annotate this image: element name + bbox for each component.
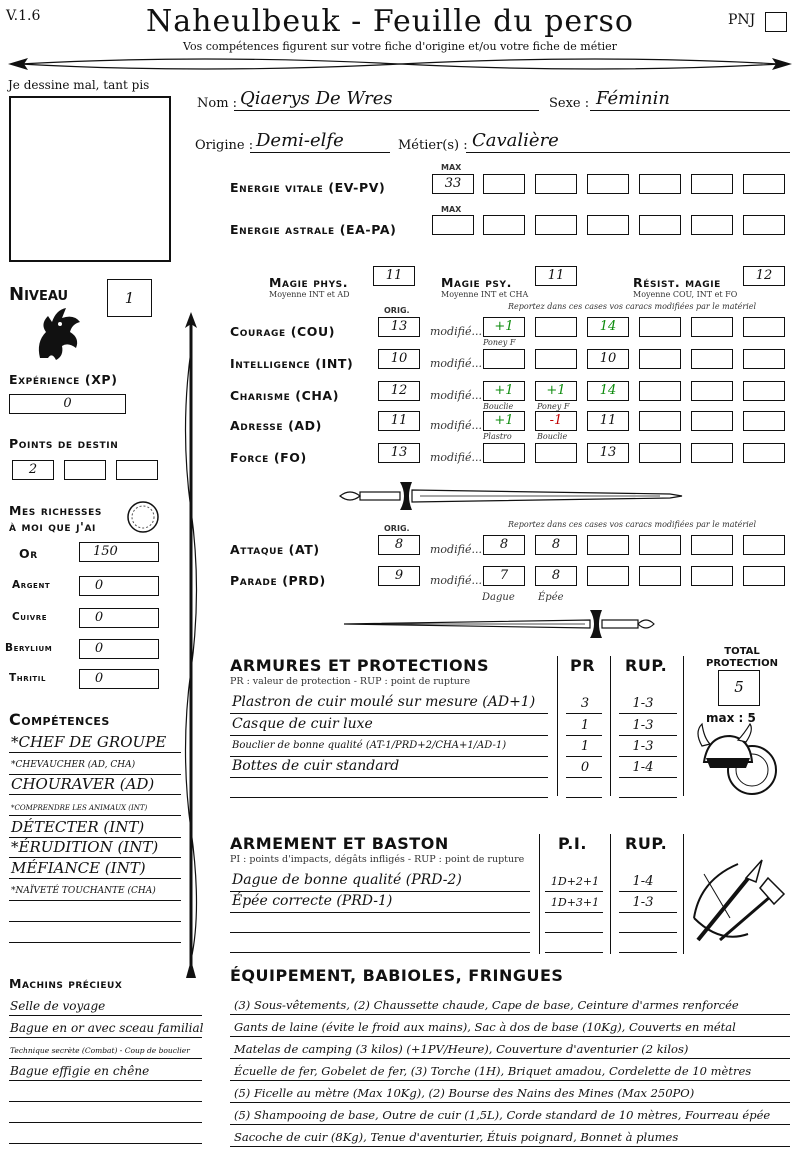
portrait-caption: Je dessine mal, tant pis: [8, 78, 150, 92]
equipement-rule-3: [230, 1058, 790, 1059]
arme-row-1-line-rup: [619, 891, 677, 892]
carac-modif-cou: modifié...: [430, 325, 482, 338]
armure-row-5-line-pr: [566, 797, 602, 798]
equipement-line-7[interactable]: Sacoche de cuir (8Kg), Tenue d'aventurier, Étuis poignard, Bonnet à plumes: [234, 1130, 679, 1144]
ev-box-4[interactable]: [587, 174, 629, 194]
prd-box-5[interactable]: [639, 566, 681, 586]
carac-m1-box-fo[interactable]: [483, 443, 525, 463]
magie-psy-sub: Moyenne INT et CHA: [441, 290, 529, 299]
niveau-value: 1: [124, 289, 135, 307]
carac-m1-note-cha: Bouclie: [483, 402, 514, 411]
carac-m5-box-cha[interactable]: [691, 381, 733, 401]
metier-label: Métier(s) :: [398, 138, 468, 153]
equipement-rule-2: [230, 1036, 790, 1037]
competence-7[interactable]: MÉFIANCE (INT): [11, 859, 146, 877]
pnj-checkbox[interactable]: [765, 12, 787, 32]
coin-icon: [126, 500, 160, 534]
ea-box-5[interactable]: [639, 215, 681, 235]
armure-row-2-name[interactable]: Casque de cuir luxe: [232, 716, 373, 732]
carac-orig-ad: 11: [390, 413, 408, 428]
carac-m6-box-int[interactable]: [743, 349, 785, 369]
armement-divider-3: [683, 834, 684, 954]
nom-line: [234, 110, 539, 111]
prd-box-7[interactable]: [743, 566, 785, 586]
carac-m2-box-cou[interactable]: [535, 317, 577, 337]
resist-magie-value: 12: [755, 268, 773, 283]
carac-m5-box-fo[interactable]: [691, 443, 733, 463]
nom-label: Nom :: [197, 96, 238, 111]
carac-label-int: Intelligence (INT): [230, 356, 354, 371]
richesses-label-1: Mes richesses: [9, 503, 102, 518]
machin-line-2: [9, 1037, 202, 1038]
armure-row-2-line: [230, 735, 548, 736]
caracs-report-note: Reportez dans ces cases vos caracs modifiées par le matériel: [508, 302, 757, 311]
carac-m2-cha: +1: [546, 383, 566, 398]
sexe-label: Sexe :: [549, 96, 590, 111]
carac-m4-box-int[interactable]: [639, 349, 681, 369]
magie-phys-label: Magie phys.: [269, 275, 349, 290]
armement-col-rup: RUP.: [625, 834, 668, 853]
sword-ornament-bottom: [340, 606, 660, 642]
competence-line-6: [9, 857, 181, 858]
destin-value-1: 2: [28, 462, 38, 477]
armure-row-2-rup: 1-3: [632, 718, 654, 733]
destin-box-2[interactable]: [64, 460, 106, 480]
carac-m3-cha: 14: [599, 383, 617, 398]
armure-row-2-line-rup: [619, 735, 677, 736]
armement-divider-1: [539, 834, 540, 954]
carac-m3-ad: 11: [599, 413, 617, 428]
ea-box-6[interactable]: [691, 215, 733, 235]
armure-row-3-line: [230, 756, 548, 757]
competence-line-8: [9, 900, 181, 901]
magie-psy-label: Magie psy.: [441, 275, 512, 290]
money-value-argent: 0: [94, 578, 104, 593]
carac-m6-box-cou[interactable]: [743, 317, 785, 337]
prd-orig: 9: [394, 568, 404, 583]
armure-row-5-line-rup: [619, 797, 677, 798]
prd-modif: modifié...: [430, 574, 482, 587]
armure-row-1-rup: 1-3: [632, 696, 654, 711]
equipement-rule-1: [230, 1014, 790, 1015]
carac-label-cou: Courage (COU): [230, 324, 336, 339]
prd-label: Parade (PRD): [230, 573, 326, 588]
equipement-rule-7: [230, 1146, 790, 1147]
at-box-6[interactable]: [691, 535, 733, 555]
equipement-line-1[interactable]: (3) Sous-vêtements, (2) Chaussette chaude, Cape de base, Ceinture d'armes renforcée: [234, 998, 739, 1012]
combat-orig-label: ORIG.: [384, 524, 410, 533]
destin-label: Points de destin: [9, 436, 119, 451]
carac-m2-note-cha: Poney F: [537, 402, 570, 411]
competences-title: Compétences: [9, 710, 110, 729]
page-title: Naheulbeuk - Feuille du perso: [146, 4, 634, 39]
portrait-frame[interactable]: [9, 96, 171, 262]
carac-m1-box-int[interactable]: [483, 349, 525, 369]
prd-box-6[interactable]: [691, 566, 733, 586]
sexe-field[interactable]: Féminin: [596, 88, 670, 109]
at-box-4[interactable]: [587, 535, 629, 555]
dague-column-label: Dague: [482, 592, 515, 603]
armure-row-3-line-pr: [566, 756, 602, 757]
arme-row-1-pi: 1D+2+1: [550, 875, 600, 888]
machins-title: Machins précieux: [9, 976, 123, 991]
destin-box-3[interactable]: [116, 460, 158, 480]
carac-orig-fo: 13: [390, 445, 408, 460]
pnj-label: PNJ: [728, 12, 756, 28]
carac-m2-box-int[interactable]: [535, 349, 577, 369]
resist-magie-sub: Moyenne COU, INT et FO: [633, 290, 738, 299]
money-value-thritil: 0: [94, 671, 104, 686]
ev-box-5[interactable]: [639, 174, 681, 194]
machin-line-7: [9, 1143, 202, 1144]
armure-row-1-line-rup: [619, 713, 677, 714]
magie-psy-value: 11: [547, 268, 565, 283]
page-subtitle: Vos compétences figurent sur votre fiche d'origine et/ou votre fiche de métier: [183, 40, 617, 53]
equipement-line-3[interactable]: Matelas de camping (3 kilos) (+1PV/Heure), Couverture d'aventurier (2 kilos): [234, 1042, 689, 1056]
arme-row-2-name[interactable]: Épée correcte (PRD-1): [232, 893, 393, 909]
ev-box-2[interactable]: [483, 174, 525, 194]
ea-max-box[interactable]: [432, 215, 474, 235]
armure-row-1-line-pr: [566, 713, 602, 714]
at-modif: modifié...: [430, 543, 482, 556]
arme-row-4-line-pi: [545, 952, 603, 953]
nom-field[interactable]: Qiaerys De Wres: [240, 88, 393, 109]
armure-row-1-name[interactable]: Plastron de cuir moulé sur mesure (AD+1): [232, 694, 536, 710]
arme-row-2-line-rup: [619, 912, 677, 913]
competence-line-1: [9, 752, 181, 753]
helmet-shield-icon: [694, 722, 780, 812]
carac-m4-box-cou[interactable]: [639, 317, 681, 337]
ev-max-label: MAX: [441, 163, 462, 172]
armement-title: ARMEMENT ET BASTON: [230, 834, 449, 853]
carac-m1-ad: +1: [494, 413, 514, 428]
carac-m6-box-fo[interactable]: [743, 443, 785, 463]
competence-line-9: [9, 921, 181, 922]
at-orig: 8: [394, 537, 404, 552]
armure-row-3-rup: 1-3: [632, 739, 654, 754]
armure-row-3-line-rup: [619, 756, 677, 757]
money-value-or: 150: [93, 544, 118, 559]
competence-8[interactable]: *NAÏVETÉ TOUCHANTE (CHA): [11, 886, 156, 896]
carac-modif-fo: modifié...: [430, 451, 482, 464]
ev-box-7[interactable]: [743, 174, 785, 194]
armement-sub: PI : points d'impacts, dégâts infligés - RUP : point de rupture: [230, 854, 525, 865]
resist-magie-label: Résist. magie: [633, 275, 721, 290]
armures-divider-3: [683, 656, 684, 796]
armure-row-5-line: [230, 797, 548, 798]
carac-modif-ad: modifié...: [430, 419, 482, 432]
armures-title: ARMURES ET PROTECTIONS: [230, 656, 489, 675]
money-label-thritil: Thritil: [9, 672, 47, 684]
arme-row-2-rup: 1-3: [632, 895, 654, 910]
ea-max-label: MAX: [441, 205, 462, 214]
armures-col-pr: PR: [570, 656, 596, 675]
arme-row-2-line: [230, 912, 530, 913]
at-box-5[interactable]: [639, 535, 681, 555]
armure-row-2-pr: 1: [580, 718, 590, 733]
carac-m2-box-fo[interactable]: [535, 443, 577, 463]
competence-3[interactable]: CHOURAVER (AD): [11, 775, 155, 793]
carac-m1-cha: +1: [494, 383, 514, 398]
carac-label-cha: Charisme (CHA): [230, 388, 340, 403]
sexe-line: [590, 110, 790, 111]
machin-line-6: [9, 1122, 202, 1123]
money-label-or: Or: [19, 546, 38, 561]
armure-row-3-pr: 1: [580, 739, 590, 754]
arme-row-4-line: [230, 952, 530, 953]
origine-label: Origine :: [195, 138, 254, 153]
equipement-line-2[interactable]: Gants de laine (évite le froid aux mains), Sac à dos de base (10Kg), Couverts en métal: [234, 1020, 736, 1034]
machin-3[interactable]: Technique secrète (Combat) - Coup de bouclier: [10, 1046, 190, 1055]
caracs-orig-label: ORIG.: [384, 306, 410, 315]
carac-m2-note-ad: Bouclie: [537, 432, 568, 441]
carac-m6-box-cha[interactable]: [743, 381, 785, 401]
niveau-label: Niveau: [9, 284, 69, 305]
money-label-argent: Argent: [12, 579, 51, 591]
carac-orig-cou: 13: [390, 319, 408, 334]
carac-modif-int: modifié...: [430, 357, 482, 370]
equipement-line-4[interactable]: Écuelle de fer, Gobelet de fer, (3) Torche (1H), Briquet amadou, Cordelette de 10 mètres: [234, 1064, 752, 1078]
arme-row-3-line: [230, 932, 530, 933]
at-label: Attaque (AT): [230, 542, 320, 557]
carac-m1-note-ad: Plastro: [483, 432, 512, 441]
armement-divider-2: [610, 834, 611, 954]
carac-label-fo: Force (FO): [230, 450, 307, 465]
equipement-line-6[interactable]: (5) Shampooing de base, Outre de cuir (1,5L), Corde standard de 10 mètres, Fourreau épée: [234, 1108, 771, 1122]
arme-row-1-line: [230, 891, 530, 892]
prd-dague: 7: [499, 568, 509, 583]
prd-epee: 8: [551, 568, 561, 583]
carac-m4-box-ad[interactable]: [639, 411, 681, 431]
ea-label: Energie astrale (EA-PA): [230, 222, 397, 237]
weapons-icon: [690, 854, 786, 946]
equipement-rule-5: [230, 1102, 790, 1103]
staff-ornament: [176, 310, 206, 980]
carac-modif-cha: modifié...: [430, 389, 482, 402]
armure-row-1-pr: 3: [580, 696, 590, 711]
dragon-icon: [30, 302, 86, 362]
equipement-rule-6: [230, 1124, 790, 1125]
carac-m2-ad: -1: [549, 413, 563, 428]
machin-line-5: [9, 1101, 202, 1102]
magie-phys-sub: Moyenne INT et AD: [269, 290, 350, 299]
header-ornament: [0, 52, 800, 76]
carac-m3-cou: 14: [599, 319, 617, 334]
carac-m6-box-ad[interactable]: [743, 411, 785, 431]
total-protection-max: max : 5: [706, 711, 756, 725]
xp-label: Expérience (XP): [9, 372, 118, 387]
armure-row-1-line: [230, 713, 548, 714]
richesses-label-2: à moi que j'ai: [9, 519, 96, 534]
money-label-berylium: Berylium: [5, 642, 53, 654]
ev-label: Energie vitale (EV-PV): [230, 180, 386, 195]
machin-1[interactable]: Selle de voyage: [10, 999, 106, 1013]
carac-m4-box-fo[interactable]: [639, 443, 681, 463]
at-epee: 8: [551, 537, 561, 552]
arme-row-1-line-pi: [545, 891, 603, 892]
armures-col-rup: RUP.: [625, 656, 668, 675]
magie-phys-value: 11: [385, 268, 403, 283]
ev-box-6[interactable]: [691, 174, 733, 194]
arme-row-3-line-pi: [545, 932, 603, 933]
arme-row-1-rup: 1-4: [632, 874, 654, 889]
competence-1[interactable]: *CHEF DE GROUPE: [11, 733, 167, 751]
competence-5[interactable]: DÉTECTER (INT): [11, 818, 145, 836]
carac-m3-fo: 13: [599, 445, 617, 460]
carac-label-ad: Adresse (AD): [230, 418, 322, 433]
arme-row-2-pi: 1D+3+1: [550, 896, 600, 909]
carac-m5-box-int[interactable]: [691, 349, 733, 369]
armures-sub: PR : valeur de protection - RUP : point de rupture: [230, 676, 471, 687]
metier-field[interactable]: Cavalière: [472, 130, 559, 151]
armement-col-pi: P.I.: [558, 834, 587, 853]
armures-divider-1: [557, 656, 558, 796]
competence-4[interactable]: *COMPRENDRE LES ANIMAUX (INT): [11, 804, 148, 812]
ea-box-3[interactable]: [535, 215, 577, 235]
epee-column-label: Épée: [538, 592, 564, 603]
armure-row-4-line-rup: [619, 777, 677, 778]
origine-field[interactable]: Demi-elfe: [256, 130, 344, 151]
armure-row-4-name[interactable]: Bottes de cuir standard: [232, 758, 400, 774]
equipement-line-5[interactable]: (5) Ficelle au mètre (Max 10Kg), (2) Bourse des Nains des Mines (Max 250PO): [234, 1086, 695, 1100]
machin-2[interactable]: Bague en or avec sceau familial: [10, 1021, 204, 1035]
competence-line-10: [9, 942, 181, 943]
competence-line-4: [9, 815, 181, 816]
armure-row-4-rup: 1-4: [632, 760, 654, 775]
machin-line-4: [9, 1080, 202, 1081]
at-box-7[interactable]: [743, 535, 785, 555]
equipement-rule-4: [230, 1080, 790, 1081]
sword-ornament-top: [330, 478, 690, 514]
armure-row-4-line-pr: [566, 777, 602, 778]
prd-box-4[interactable]: [587, 566, 629, 586]
xp-value: 0: [63, 396, 72, 411]
carac-orig-cha: 12: [390, 383, 408, 398]
ev-box-3[interactable]: [535, 174, 577, 194]
ea-box-4[interactable]: [587, 215, 629, 235]
arme-row-1-name[interactable]: Dague de bonne qualité (PRD-2): [232, 872, 462, 888]
carac-m5-box-cou[interactable]: [691, 317, 733, 337]
carac-m1-cou: +1: [494, 319, 514, 334]
money-value-cuivre: 0: [94, 610, 104, 625]
machin-line-3: [9, 1058, 202, 1059]
origine-line: [250, 152, 390, 153]
money-value-berylium: 0: [94, 641, 104, 656]
machin-4[interactable]: Bague effigie en chêne: [10, 1064, 150, 1078]
armure-row-4-pr: 0: [580, 760, 590, 775]
armure-row-3-name[interactable]: Bouclier de bonne qualité (AT-1/PRD+2/CHA+1/AD-1): [232, 740, 507, 751]
equipement-title: ÉQUIPEMENT, BABIOLES, FRINGUES: [230, 966, 564, 985]
carac-m5-box-ad[interactable]: [691, 411, 733, 431]
arme-row-4-line-rup: [619, 952, 677, 953]
ev-max-value: 33: [444, 176, 462, 191]
arme-row-3-line-rup: [619, 932, 677, 933]
competence-line-7: [9, 878, 181, 879]
carac-orig-int: 10: [390, 351, 408, 366]
ea-box-2[interactable]: [483, 215, 525, 235]
total-protection-label: TOTAL PROTECTION: [706, 646, 778, 669]
carac-m3-int: 10: [599, 351, 617, 366]
competence-2[interactable]: *CHEVAUCHER (AD, CHA): [11, 760, 136, 770]
carac-m4-box-cha[interactable]: [639, 381, 681, 401]
combat-report-note: Reportez dans ces cases vos caracs modifiées par le matériel: [508, 520, 757, 529]
metier-line: [466, 152, 790, 153]
machin-line-1: [9, 1015, 202, 1016]
total-protection-value: 5: [734, 678, 744, 696]
at-dague: 8: [499, 537, 509, 552]
competence-6[interactable]: *ÉRUDITION (INT): [11, 838, 159, 856]
armure-row-4-line: [230, 777, 548, 778]
money-label-cuivre: Cuivre: [12, 611, 48, 623]
version-label: V.1.6: [6, 8, 41, 24]
armure-row-2-line-pr: [566, 735, 602, 736]
carac-m1-note-cou: Poney F: [483, 338, 516, 347]
arme-row-2-line-pi: [545, 912, 603, 913]
armures-divider-2: [610, 656, 611, 796]
ea-box-7[interactable]: [743, 215, 785, 235]
competence-line-3: [9, 794, 181, 795]
